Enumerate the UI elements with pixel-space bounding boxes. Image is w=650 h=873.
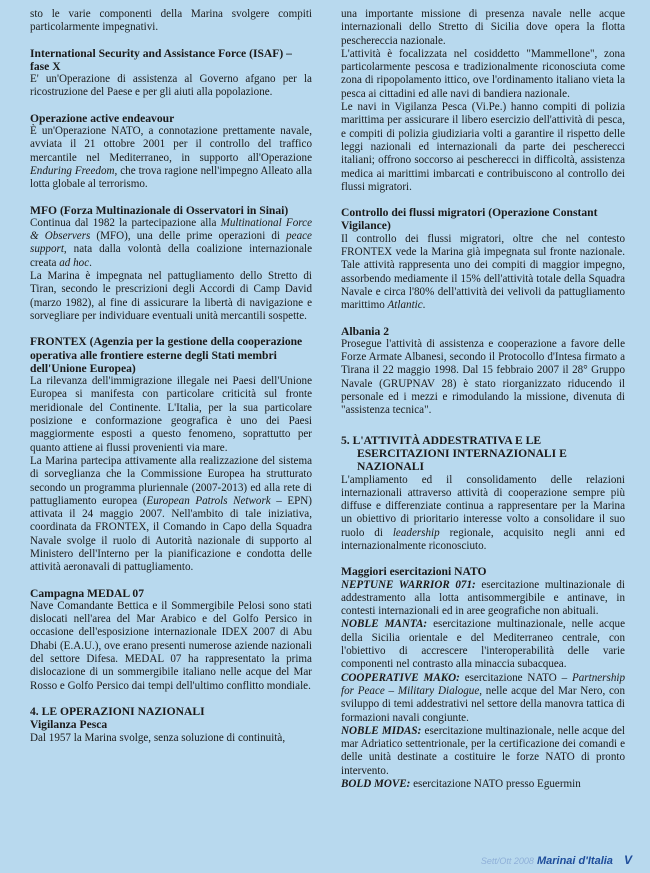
nato-exercise-item	[341, 725, 625, 778]
mfo-text-b: La Marina è impegnata nel pattugliamento dello Stretto di Tiran, secondo le prescrizioni degli Accordi di Camp David (marzo 1982), al fine di assicurare la libertà di navigazione e sorvegliare per individuare eventuali unità mercantili sospette.	[30, 270, 312, 322]
frontex-text-part: La Marina partecipa attivamente alla realizzazione del sistema di sorveglianza che la Commissione Europea ha strutturato secondo un programma pluriennale (2007-2013) ed alla rete di pattugliamento europea (	[30, 454, 312, 507]
vigilanza-pesca-heading: Vigilanza Pesca	[30, 718, 108, 732]
mfo-text-em: peace support	[30, 230, 312, 256]
exercise-name: NOBLE MIDAS:	[341, 724, 422, 737]
active-endeavour-text	[30, 125, 312, 191]
left-column	[30, 8, 312, 745]
oae-text-part: È un'Operazione NATO, a connotazione prettamente navale, avviata il 21 ottobre 2001 per il controllo del traffico mercantile nel Mediterraneo, in supporto all'Operazione	[30, 125, 312, 164]
section-5-text	[341, 474, 625, 554]
frontex-text-a: La rilevanza dell'immigrazione illegale nei Paesi dell'Unione Europea si manifesta con particolare criticità sul fronte meridionale del Continente. L'Italia, per la sua particolare posizione e conformazione geografica è uno dei Paesi maggiormente esposti a questo fenomeno, soprattutto per quanto attiene ai flussi provenienti via mare.	[30, 375, 312, 454]
exercise-text: esercitazione NATO presso Eguermin	[410, 778, 581, 791]
issue-date: Sett/Ott 2008	[480, 856, 534, 866]
vigilanza-pesca-text: Dal 1957 la Marina svolge, senza soluzione di continuità,	[30, 731, 286, 744]
nato-exercise-item	[341, 672, 625, 725]
nato-exercises-list	[341, 579, 625, 792]
oae-text-em: Enduring Freedom	[30, 164, 115, 177]
exercise-name: BOLD MOVE:	[341, 778, 411, 791]
exercise-text: esercitazione multinazionale di addestramento alla lotta antisommergibile e antinave, in contesti internazionali ed in aree geografiche non abituali.	[341, 578, 625, 618]
flussi-migratori-heading: Controllo dei flussi migratori (Operazione Constant Vigilance)	[341, 206, 598, 233]
exercise-name: COOPERATIVE MAKO:	[341, 671, 460, 684]
frontex-heading: FRONTEX (Agenzia per la gestione della cooperazione operativa alle frontiere esterne degli Stati membri dell'Unione Europea)	[30, 335, 303, 375]
albania-text: Prosegue l'attività di assistenza e cooperazione a favore delle Forze Armate Albanesi, secondo il Protocollo d'Intesa firmato a Tirana il 22 maggio 1998. Dal 15 febbraio 2007 il 28° Gruppo Navale (GRUPNAV 28) è stato riorganizzato riducendo il personale ed i mezzi e rimodulando la missione, divenuta di "assistenza tecnica".	[341, 337, 625, 417]
flussi-migratori-text	[341, 233, 625, 313]
frontex-text-part: – EPN) attivata il 24 maggio 2007. Nell'ambito di tale iniziativa, coordinata da FRONTEX, il Comando in Capo della Squadra Navale svolge il ruolo di Autorità nazionale di supporto al Ministero dell'Interno per la pianificazione e condotta delle attività aeronavali di pattugliamento.	[30, 494, 312, 574]
mfo-heading: MFO (Forza Multinazionale di Osservatori in Sinai)	[30, 203, 289, 217]
oae-text-part: , che trova ragione nell'impegno Alleato alla lotta globale al terrorismo.	[30, 164, 312, 191]
cfm-text-part: .	[422, 299, 426, 312]
page-footer	[481, 853, 632, 867]
frontex-text-em: European Patrols Network	[146, 494, 271, 507]
exercise-text-em: Partnership for Peace – Military Dialogue	[341, 671, 625, 697]
mfo-text-em: Multinational Force & Observers	[30, 216, 312, 243]
cfm-text-em: Atlantic	[387, 299, 423, 312]
nato-exercise-item	[341, 618, 625, 671]
exercise-text: esercitazione multinazionale, nelle acque del mar Adriatico settentrionale, per la certificazione dei comandi e delle unità destinate a costituire le forze NATO di pronto intervento.	[341, 724, 625, 777]
mfo-text-part: .	[89, 256, 92, 269]
mfo-text-em: ad hoc	[59, 256, 90, 269]
right-column	[341, 8, 625, 791]
exercise-text: , nelle acque del Mar Nero, con sviluppo di temi addestrativi nel settore della manovra tattica di formazioni navali congiunte.	[341, 684, 626, 724]
frontex-text-b	[30, 455, 312, 575]
page-number: V	[623, 853, 632, 867]
mfo-text-part: (MFO), una delle prime operazioni di	[90, 230, 287, 243]
exercise-text: esercitazione multinazionale, nelle acque della Sicilia orientale e del Mediterraneo centrale, con l'obiettivo di accrescere l'interoperabilità delle varie componenti nel contrasto alla minaccia subacquea.	[341, 618, 625, 671]
isaf-text: E' un'Operazione di assistenza al Governo afgano per la ricostruzione del Paese e per gli aiuti alla popolazione.	[30, 73, 312, 99]
vigilanza-pesca-cont-c: Le navi in Vigilanza Pesca (Vi.Pe.) hanno compiti di polizia marittima per assicurare il libero esercizio dell'attività di pesca, e compiti di polizia giudiziaria volti a garantire il rispetto delle leggi nazionali ed internazionali da parte dei pescherecci italiani; offrono soccorso ai pescherecci in difficoltà, assistenza medica ai marittimi imbarcati e contribuiscono al controllo dei flussi migratori.	[341, 101, 625, 193]
mfo-text-part: Continua dal 1982 la partecipazione alla	[30, 216, 221, 229]
vigilanza-pesca-cont: una importante missione di presenza navale nelle acque internazionali dello Stretto di Sicilia dove opera la flotta peschereccia nazionale.	[341, 8, 625, 47]
mfo-text-part: , nata dalla volontà della coalizione internazionale creata	[30, 243, 312, 269]
active-endeavour-heading: Operazione active endeavour	[30, 111, 175, 125]
cfm-text-part: Il controllo dei flussi migratori, oltre che nel contesto FRONTEX vede la Marina già impegnata sul fronte nazionale. Tale attività rappresenta uno dei compiti di maggior impegno, assorbendo mediamente il 15% dell'attività totale della Squadra Navale e circa l'80% dell'attività dei velivoli da pattugliamento marittimo	[341, 232, 625, 312]
nato-exercise-item	[341, 579, 625, 619]
isaf-heading: International Security and Assistance Force (ISAF) – fase X	[30, 46, 292, 73]
exercise-name: NEPTUNE WARRIOR 071:	[341, 578, 476, 591]
exercise-text: esercitazione NATO –	[459, 671, 572, 684]
nato-exercise-item	[341, 778, 625, 791]
medal-heading: Campagna MEDAL 07	[30, 586, 145, 600]
nato-exercises-heading: Maggiori esercitazioni NATO	[341, 565, 487, 579]
section-4-heading: 4. LE OPERAZIONI NAZIONALI	[30, 704, 205, 718]
intro-text: sto le varie componenti della Marina svolgere compiti particolarmente impegnativi.	[30, 8, 312, 34]
sec5-text-part: regionale, acquisito negli anni ed internazionalmente riconosciuto.	[341, 526, 626, 552]
magazine-name: Marinai d'Italia	[536, 855, 613, 867]
mfo-text	[30, 217, 312, 270]
sec5-text-part: L'ampliamento ed il consolidamento delle relazioni internazionali attraverso attività di cooperazione sempre più diffuse e differenziate continua a rappresentare per la Marina un obiettivo di prioritario interesse volto a consolidare il suo ruolo di	[341, 473, 625, 539]
section-5-heading: 5. L'ATTIVITÀ ADDESTRATIVA E LE ESERCITAZIONI INTERNAZIONALI E NAZIONALI	[341, 433, 567, 474]
sec5-text-em: leadership	[392, 526, 440, 539]
medal-text: Nave Comandante Bettica e il Sommergibile Pelosi sono stati dislocati nell'area del Mar Arabico e del Golfo Persico in occasione dell'esposizione internazionale IDEX 2007 di Abu Dhabi (E.A.U.), ove erano presenti numerose aziende nazionali del settore Difesa. MEDAL 07 ha rappresentato la prima dislocazione di un sommergibile italiano nelle acque del Mar Rosso e Golfo Persico dai tempi dell'ultimo conflitto mondiale.	[30, 599, 312, 692]
exercise-name: NOBLE MANTA:	[341, 618, 428, 631]
vigilanza-pesca-cont-b: L'attività è focalizzata nel cosiddetto "Mammellone", zona particolarmente pescosa e tradizionalmente riconosciuta come zona di ripopolamento ittico, ove l'ordinamento italiano vieta la pesca ai cittadini ed alle navi di bandiera nazionale.	[341, 47, 625, 100]
albania-heading: Albania 2	[341, 324, 389, 338]
